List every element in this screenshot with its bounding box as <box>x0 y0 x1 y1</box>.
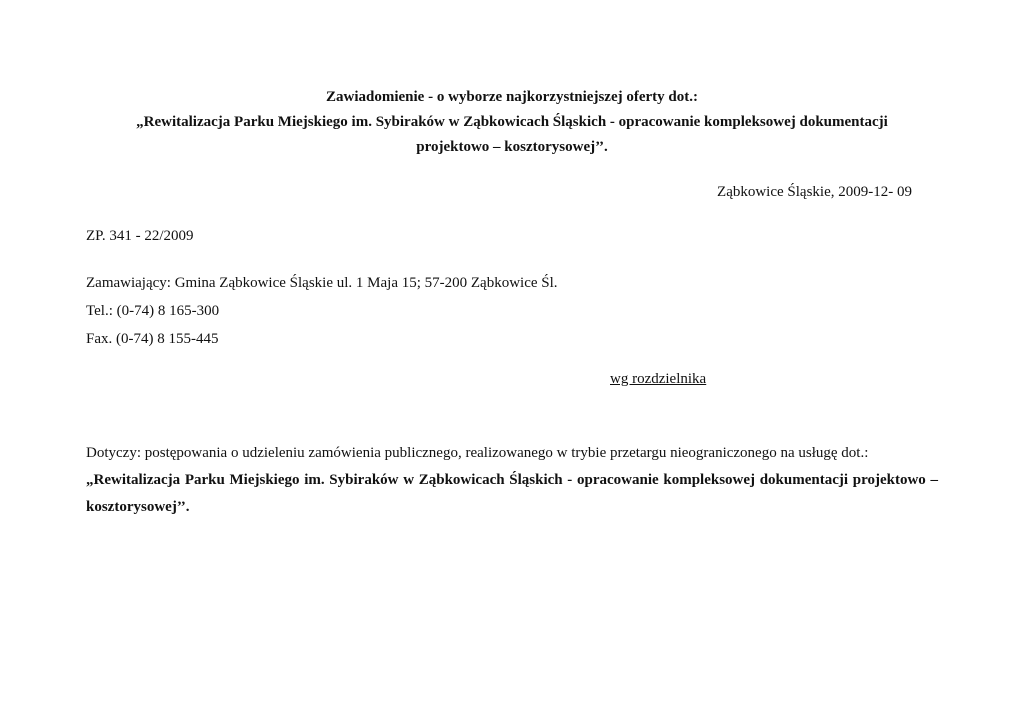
title-line-1: Zawiadomienie - o wyborze najkorzystniejszej oferty dot.: <box>325 89 698 105</box>
title-line-2: „Rewitalizacja Parku Miejskiego im. Sybiraków w Ząbkowicach Śląskich - opracowanie kompleksowej dokumentacji <box>136 114 888 130</box>
concerns-lead: Dotyczy: postępowania o udzieleniu zamówienia publicznego, realizowanego w trybie przetargu nieograniczonego na usługę dot.: <box>86 445 869 461</box>
distribution-note: wg rozdzielnika <box>610 371 707 387</box>
authority-fax: Fax. (0-74) 8 155-445 <box>86 331 219 347</box>
document-title <box>86 85 938 160</box>
authority-phone: Tel.: (0-74) 8 165-300 <box>86 303 220 319</box>
authority-name-address: Zamawiający: Gmina Ząbkowice Śląskie ul. 1 Maja 15; 57-200 Ząbkowice Śl. <box>86 275 558 291</box>
title-line-3: projektowo – kosztorysowej’’. <box>416 139 608 155</box>
concerns-paragraph <box>86 440 938 521</box>
concerns-subject: „Rewitalizacja Parku Miejskiego im. Sybiraków w Ząbkowicach Śląskich - opracowanie kompleksowej dokumentacji projektowo – kosztorysowej’’. <box>86 472 938 515</box>
contracting-authority <box>86 269 558 353</box>
reference-number: ZP. 341 - 22/2009 <box>86 228 194 244</box>
place-and-date: Ząbkowice Śląskie, 2009-12- 09 <box>717 184 912 200</box>
